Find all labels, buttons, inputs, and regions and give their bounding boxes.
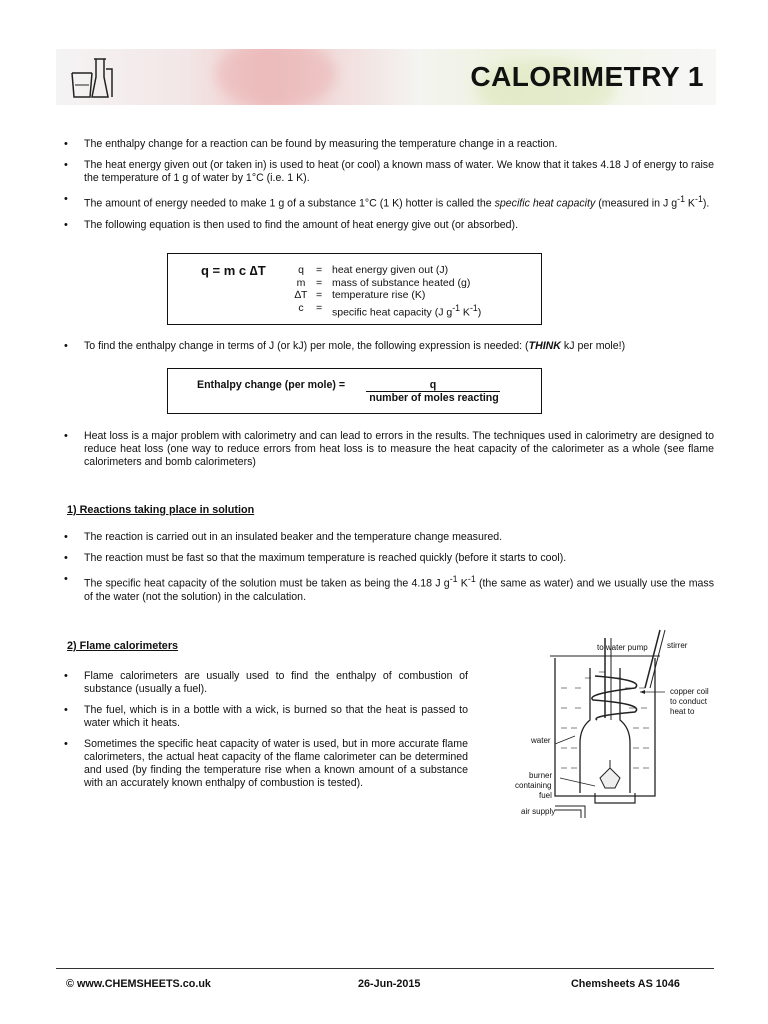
- fraction-numerator: q: [366, 379, 500, 392]
- header-banner: [56, 49, 716, 105]
- diagram-label-burner-2: containing: [515, 781, 552, 790]
- list-item: • The enthalpy change for a reaction can be found by measuring the temperature change in a reaction.: [64, 138, 714, 151]
- list-item: • Heat loss is a major problem with calorimetry and can lead to errors in the results. The techniques used in calorimetry are designed to reduce heat loss (one way to reduce errors from heat loss is to measure the heat capacity of the calorimeter as a whole (see flame calorimeters and bomb calorimeters): [64, 430, 714, 469]
- table-row: q = heat energy given out (J): [298, 264, 449, 276]
- section-heading-solution: 1) Reactions taking place in solution: [67, 504, 255, 516]
- list-item: • The reaction is carried out in an insulated beaker and the temperature change measured.: [64, 531, 714, 544]
- footer-date: 26-Jun-2015: [358, 978, 421, 990]
- list-item: • The specific heat capacity of the solution must be taken as being the 4.18 J $g^{-1}$ $K^{-1}$ (the same as water) and we usually use the mass of the water (not the solution) in the calculation.: [64, 573, 714, 604]
- footer-divider: [56, 968, 714, 969]
- page-title: CALORIMETRY 1: [470, 61, 704, 92]
- list-item: • The fuel, which is in a bottle with a wick, is burned so that the heat is passed to water which it heats.: [64, 704, 468, 730]
- list-item: • The heat energy given out (or taken in) is used to heat (or cool) a known mass of water. We know that it takes 4.18 J of energy to raise the temperature of 1 g of water by 1°C (i.e. 1 K).: [64, 159, 714, 185]
- diagram-label-water: water: [531, 736, 551, 745]
- diagram-label-coil: copper coil: [670, 687, 709, 696]
- list-item: • Sometimes the specific heat capacity of water is used, but in more accurate flame calorimeters, the actual heat capacity of the flame calorimeter can be determined and used (by finding the temperature rise when a known amount of a substance with an accurately known enthalpy of combustion is tested).: [64, 738, 468, 790]
- diagram-label-air: air supply: [521, 807, 556, 816]
- section-flame: [64, 670, 468, 798]
- list-item: • Flame calorimeters are usually used to find the enthalpy of combustion of substance (usually a fuel).: [64, 670, 468, 696]
- diagram-label-stirrer: stirrer: [667, 641, 688, 650]
- equation-box: [167, 253, 542, 325]
- equation-key: [290, 264, 485, 319]
- enthalpy-label: Enthalpy change (per mole) =: [197, 379, 346, 391]
- table-row: m = mass of substance heated (g): [296, 276, 471, 289]
- equation-formula: q = m c ∆T: [201, 263, 266, 278]
- banner-decoration: [216, 49, 336, 105]
- list-item: • The amount of energy needed to make 1 g of a substance 1°C (1 K) hotter is called the specific heat capacity (measured in J $g^{-1}$ $K^{-1}$).: [64, 193, 714, 211]
- table-row: ∆T = temperature rise (K): [294, 289, 426, 301]
- footer-copyright: © www.CHEMSHEETS.co.uk: [66, 978, 211, 990]
- glassware-icon: [66, 55, 116, 101]
- diagram-label-burner: burner: [529, 771, 553, 780]
- enthalpy-formula-box: [167, 368, 542, 414]
- flame-calorimeter-diagram: [495, 628, 720, 823]
- table-row: c = specific heat capacity (J $g^{-1}$ $K^{-1}$): [298, 301, 482, 318]
- list-item: • To find the enthalpy change in terms of J (or kJ) per mole, the following expression is needed: (THINK kJ per mole!): [64, 340, 714, 353]
- enthalpy-bullet-block: [64, 340, 714, 361]
- diagram-label-burner-3: fuel: [539, 791, 552, 800]
- diagram-label-pump: to water pump: [597, 643, 648, 652]
- footer-sheet-id: Chemsheets AS 1046: [571, 978, 680, 990]
- diagram-label-coil-3: heat to: [670, 707, 695, 716]
- heat-loss-block: [64, 430, 714, 477]
- list-item: • The reaction must be fast so that the maximum temperature is reached quickly (before it starts to cool).: [64, 552, 714, 565]
- list-item: • The following equation is then used to find the amount of heat energy give out (or absorbed).: [64, 219, 714, 232]
- fraction-denominator: number of moles reacting: [369, 392, 499, 404]
- section-heading-flame: 2) Flame calorimeters: [67, 640, 179, 652]
- intro-section: [64, 138, 714, 240]
- diagram-label-coil-2: to conduct: [670, 697, 707, 706]
- section-solution: [64, 531, 714, 612]
